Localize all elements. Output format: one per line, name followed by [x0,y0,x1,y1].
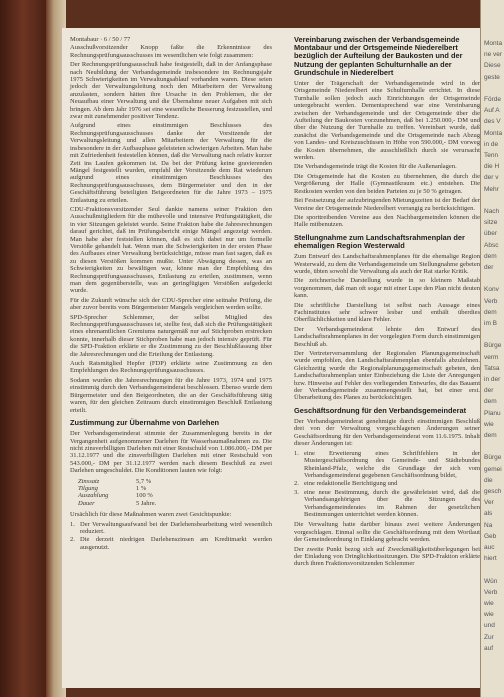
paragraph: Der Vertreterversammlung der Regionalen Planungsgemeinschaft wurde empfohlen, den Landschaftsrahmenplan ebenfalls abzulehnen. Gleichzeitig wurde die Regionalplanungsgemeinschaft gebeten, den Landschaftsrahmenplan unter Einbeziehung die Liste der Anregungen bzw. Hinweise auf Fehler des vorliegenden Entwurfes, die das Bauamt der Verbandsgemeinde zusammengestellt hat, bei einer erst. Überarbeitung des Planes zu berücksichtigen. [294,350,480,402]
list-number: 3. [294,488,299,496]
adjacent-page-fragment: Verb [484,297,498,305]
adjacent-page-fragment: gesch [484,488,502,495]
paragraph: Unter der Trägerschaft der Verbandsgemeinde wird in der Ortsgemeinde Niederelbert eine Schulturnhalle errichtet. In diese Turnhalle sollen jedoch auch Einrichtungen der Ortsgemeinde untergebracht werden. Dementsprechend war eine Vereinbarung zwischen der Verbandsgemeinde und der Ortsgemeinde über die Aufteilung der Baukosten vorzunehmen, daß bei 1.250.000,- DM und über die Nutzung der Turnhalle zu treffen. Vereinbart wurde, daß zunächst die Verbandsgemeinde und die Ortsgemeinde nach Abzug von Landes- und Kreiszuschüssen in Höhe von 590.000,- DM vorweg die Kosten übernehmen, die ausschließlich durch sie verursacht werden. [294,80,480,162]
reasons-list [70,521,272,552]
terms-value: 1 % [136,484,147,492]
adjacent-page-fragment: Bürge [484,342,502,350]
adjacent-page-fragment: Konv [484,286,499,294]
adjacent-page-fragment: dem [484,398,497,406]
paragraph: Zum Entwurf des Landschaftsrahmenplanes für die ehemalige Region Westerwald, zu dem die Verbandsgemeinde um Stellungnahme gebeten wurde, übten sowohl die Verwaltung als auch der Rat starke Kritik. [294,253,480,275]
adjacent-page-fragment: der v [484,174,499,182]
terms-value: 100 % [136,492,153,500]
list-item [70,521,272,536]
adjacent-page-fragment: dem [484,432,497,439]
paragraph: Die Verwaltung hatte darüber hinaus zwei weitere Änderungen vorgeschlagen. Einmal sollte die Geschäftsordnung mit dem Wortlaut der Gemeindeordnung in Einklang gebracht werden. [294,521,480,544]
list-number: 1. [70,520,75,528]
adjacent-page-fragment: Ver [484,499,494,507]
terms-label: Auszahlung [78,492,109,500]
list-item [294,489,480,519]
adjacent-page-fragment: Geb [484,532,497,540]
list-text: Die derzeit niedrigen Darlehenszinsen am Kreditmarkt werden ausgenutzt. [80,536,272,551]
paragraph: Sodann wurden die Jahresrechnungen für die Jahre 1973, 1974 und 1975 einstimmig durch den Verbandsgemeinderat beschlossen. Ebenso wurde dem Bürgermeister und den Beigeordneten, die an der Geschäftsführung tätig waren, für den gleichen Zeitraum durch einstimmigen Beschluß Entlastung erteilt. [70,376,272,414]
paragraph: Der Verbandsgemeinderat genehmigte durch einstimmigen Beschluß drei von der Verwaltung vorgeschlagenen Änderungen seiner Geschäftsordnung für den Verbandsgemeinderat vom 11.6.1975. Inhalt dieser Änderungen ist: [294,418,480,448]
adjacent-page-fragment: wie [484,611,494,619]
paragraph: SPD-Sprecher Schlemmer, der selbst Mitglied des Rechnungsprüfungsausschusses ist, stellte fest, daß sich die Prüfungstätigkeit eines ehrenamtlichen Gremiums naturgemäß nur auf Stichproben erstrecken konnte, innerhalb dieser Stichproben habe man jedoch intensiv geprüft. Für die SPD-Fraktion erklärte er die Zustimmung zu der Beschlußfassung über die Jahresrechnungen und die Erteilung der Entlastung. [70,313,272,358]
list-text: Der Verwaltungsaufwand bei der Darlehensbearbeitung wird wesentlich reduziert. [80,520,272,535]
terms-value: 5,7 % [136,477,152,485]
terms-row [78,478,166,485]
adjacent-page-fragment: Na [484,521,493,529]
adjacent-page-edge [480,0,504,697]
adjacent-page-fragment: Bürge [484,454,502,462]
terms-row [78,492,166,499]
paragraph: Der Verbandsgemeinderat lehnte den Entwurf des Landschaftsrahmenplanes in der vorgelegten Form durch einstimmigen Beschluß ab. [294,325,480,348]
adjacent-page-fragment: über [484,230,498,238]
list-text: eine Erweiterung eines Schriftfehlers in der Mustergeschäftsordnung des Gemeinde- und Städtebundes Rheinland-Pfalz, welche die Grundlage der sich vom Verbandsgemeinderat gegebenen Geschäftsordnung bildet, [304,449,480,479]
document-page [62,28,482,688]
adjacent-page-fragment: gemei [484,465,502,473]
paragraph: Auch Ratsmitglied Hepfer (FDP) erklärte seine Zustimmung zu den Empfehlungen des Rechnungsprüfungsausschusses. [70,360,272,375]
section-heading-geschaeftsordnung: Geschäftsordnung für den Verbandsgemeinderat [294,405,467,415]
paragraph: Der Rechnungsprüfungsausschuß habe festgestellt, daß in der Anfangsphase nach Neubildung der Verbandsgemeinde insbesondere im Rechnungsjahr 1975 Schwierigkeiten im Verwaltungsablauf vorhanden waren. Diese seien jedoch der Verwaltungsleitung noch den Mitarbeitern der Verwaltung anzulasten, sondern hätten ihre Ursache in den Problemen, die der Neuaufbau einer Verwaltung und die Übernahme neuer Aufgaben mit sich bringen. Ab dem Jahr 1976 sei eine wesentliche Besserung festzustellen, und zwar mit zunehmender positiver Tendenz. [70,61,272,121]
loan-terms-table [78,478,166,508]
adjacent-page-fragment: Tatsa [484,364,500,372]
terms-label: Zinssatz [78,477,100,485]
adjacent-page-fragment: die H [484,163,500,171]
list-text: eine redaktionelle Berichtigung und [304,480,398,488]
adjacent-page-fragment: als [484,510,493,518]
adjacent-page-fragment: ne ver [484,51,503,59]
adjacent-page-fragment: verm [484,353,499,361]
list-text: eine neue Bestimmung, durch die gewährleistet wird, daß die Verbandsangehörigen über die Sitzungen des Verbandsgemeinderates im Rahmen der gesetzlichen Bestimmungen unterrichtet werden können. [304,488,480,518]
list-item [70,536,272,551]
terms-row [78,500,166,507]
terms-label: Tilgung [78,484,98,492]
adjacent-page-fragment: Planu [484,409,501,417]
adjacent-page-fragment: die [484,476,493,484]
adjacent-page-fragment: Förde [484,96,501,103]
adjacent-page-fragment: in de [484,140,499,148]
adjacent-page-fragment: Zur [484,633,494,641]
adjacent-page-fragment: Verb [484,588,498,596]
adjacent-page-fragment: Diese [484,62,501,70]
list-number: 2. [294,480,299,488]
page-header: Montabaur · 6 / 50 / 77 [70,36,131,43]
list-item [294,480,480,487]
darlehen-paragraph: Der Verbandsgemeinderat stimmte der Zusammenlegung bereits in der Vergangenheit aufgenommener Darlehen für Wasserbaumaßnahmen zu. Die nicht zinsverbilligten Darlehen mit einer Restschuld von 1.086.000,- DM per 31.12.1977 und die zinsverbilligten Darlehen mit einer Restschuld von 543.000,- DM per 31.12.1977 werden nach diesem Beschluß zu zwei Darlehen umgeschuldet. Die Konditionen lauten wie folgt: [70,430,272,475]
paragraph: Die sporttreibenden Vereine aus den Nachbargemeinden können die Halle mitbenutzen. [294,213,480,229]
terms-label: Dauer [78,499,95,507]
adjacent-page-fragment: Monta [484,40,503,47]
terms-value: 5 Jahre. [136,499,157,507]
adjacent-page-fragment: Auf A [484,107,500,115]
paragraph: Die Verbandsgemeinde trägt die Kosten für die Außenanlagen. [294,163,457,171]
left-column [70,36,272,554]
intro-paragraph: Ausschußvorsitzender Knopp faßte die Erkenntnisse des Rechnungsprüfungsausschusses im wesentlichen wie folgt zusammen: [70,44,272,59]
paragraph: Bei Festsetzung der aufzubringenden Mietungszeiten ist der Bedarf der Vereine der Ortsgemeinde Niederelbert vorrangig zu berücksichtigen. [294,197,480,212]
adjacent-page-fragment: Monta [484,129,503,137]
paragraph: Für die Zukunft wünsche sich der CDU-Sprecher eine seitnahe Prüfung, die aber zuvor bereits vom Bürgermeister Mangels vergleichen werden sollte. [70,296,272,312]
paragraph: Die Ortsgemeinde hat die Kosten zu übernehmen, die durch die Vergrößerung der Halle (Gymnastikraum etc.) entstehen. Die Restkosten werden von den beiden Parteien zu je 50 % getragen. [294,172,480,195]
adjacent-page-fragment: hiert [484,555,497,563]
list-item [294,450,480,480]
list-number: 1. [294,449,299,457]
changes-list [294,450,480,519]
adjacent-page-fragment: geste [484,73,500,81]
adjacent-page-fragment: des V [484,118,501,126]
adjacent-page-fragment: der [484,387,494,395]
adjacent-page-fragment: Wün [484,577,498,585]
section-heading-turnhalle: Vereinbarung zwischen der Verbandsgemeinde Montabaur und der Ortsgemeinde Niederelbert bezüglich der Aufteilung der Baukosten und der Nutzung der geplanten Schulturnhalle an der Grundschule in Niederelbert [294,35,463,77]
adjacent-page-fragment: auc [484,544,495,551]
terms-row [78,485,166,492]
paragraph: Die zeichnerische Darstellung wurde in so kleinem Maßstab vorgenommen, daß man oft sogar mit einer Lupe den Plan nicht deuten kann. [294,277,480,300]
book-binding [0,0,46,697]
adjacent-page-fragment: sitze [484,219,498,227]
right-column [294,36,480,570]
paragraph: CDU-Fraktionsvorsitzender Seul dankte namens seiner Fraktion den Ausschußmitgliedern für die mühevolle und intensive Prüfungstätigkeit, die in vier Sitzungen geleistet wurde. Seine Fraktion habe die Jahresrechnungen darauf gerichtet, daß im Prüfungsbericht einige Mängel angezeigt werden. Man habe aber feststellen können, daß es sich dabei nur um formelle Verstöße gehandelt hat. Wenn man die Schwierigkeiten in der ersten Phase des Aufbaues einer Verwaltung berücksichtige, müsse man fast sagen, daß es zu diesen Verstößen kommen mußte. Unter Abwägung dessen, was an Schwierigkeiten zu bewältigen war, könne man der Empfehlung des Rechnungsprüfungsausschusses, Entlastung zu erteilen, zustimmen, wenn man dem gegenüberstelle, was an geringfügigen Verstößen aufgedeckt wurde. [70,205,272,295]
reasons-intro: Ursächlich für diese Maßnahmen waren zwei Gesichtspunkte: [70,511,232,519]
adjacent-page-fragment: Mehr [484,185,499,193]
adjacent-page-fragment: Absc [484,241,499,249]
paragraph: Der zweite Punkt bezog sich auf Zweckmäßigkeitsüberlegungen bei der Einladung von Dringlichkeitssitzungen. Die SPD-Fraktion erklärte durch ihren Fraktionsvorsitzenden Schlemmer [294,545,480,568]
section-heading-landschaft: Stellungnahme zum Landschaftsrahmenplan der ehemaligen Region Westerwald [294,232,465,250]
paragraph: Aufgrund eines einstimmigen Beschlusses des Rechnungsprüfungsausschusses danke der Vorsitzende der Verwaltungsleitung und allen Mitarbeitern der Verwaltung für die insbesondere in der Aufbauphase geleisteten schwierigen Arbeiten. Man habe mit Zufriedenheit festestellen können, daß die Verwaltung nach relativ kurzer Zeit ins Laufen gekommen ist. Da bei der Prüfung keine gravierenden Mängel festgestellt wurden, empfahl der Vorsitzende dem Rat wiederum aufgrund eines einstimmigen Beschlusses des Rechnungsprüfungsausschusses, dem Bürgermeister und den in der Geschäftsführung beteiligten Beigeordneten für die Jahre 1973 – 1975 Entlastung zu erteilen. [70,122,272,204]
paragraph: Die schriftliche Darstellung ist selbst nach Aussage eines Fachinstitutes sehr schwer lesbar und enthält überdies Oberflächlichkeiten und klare Fehler. [294,301,480,324]
list-number: 2. [70,536,75,544]
adjacent-page-fragment: in der [484,376,501,383]
adjacent-page-fragment: Nach [484,208,500,215]
adjacent-page-fragment: auf [484,644,494,652]
adjacent-page-fragment: der [484,264,494,271]
adjacent-page-fragment: und [484,622,495,630]
adjacent-page-fragment: im B [484,320,497,327]
adjacent-page-fragment: dem [484,252,497,260]
adjacent-page-fragment: dem [484,308,497,316]
adjacent-page-fragment: wie [484,420,494,428]
adjacent-page-fragment: wie [484,600,494,607]
section-heading-darlehen: Zustimmung zur Übernahme von Darlehen [70,417,220,427]
adjacent-page-fragment: Tenn [484,152,499,159]
